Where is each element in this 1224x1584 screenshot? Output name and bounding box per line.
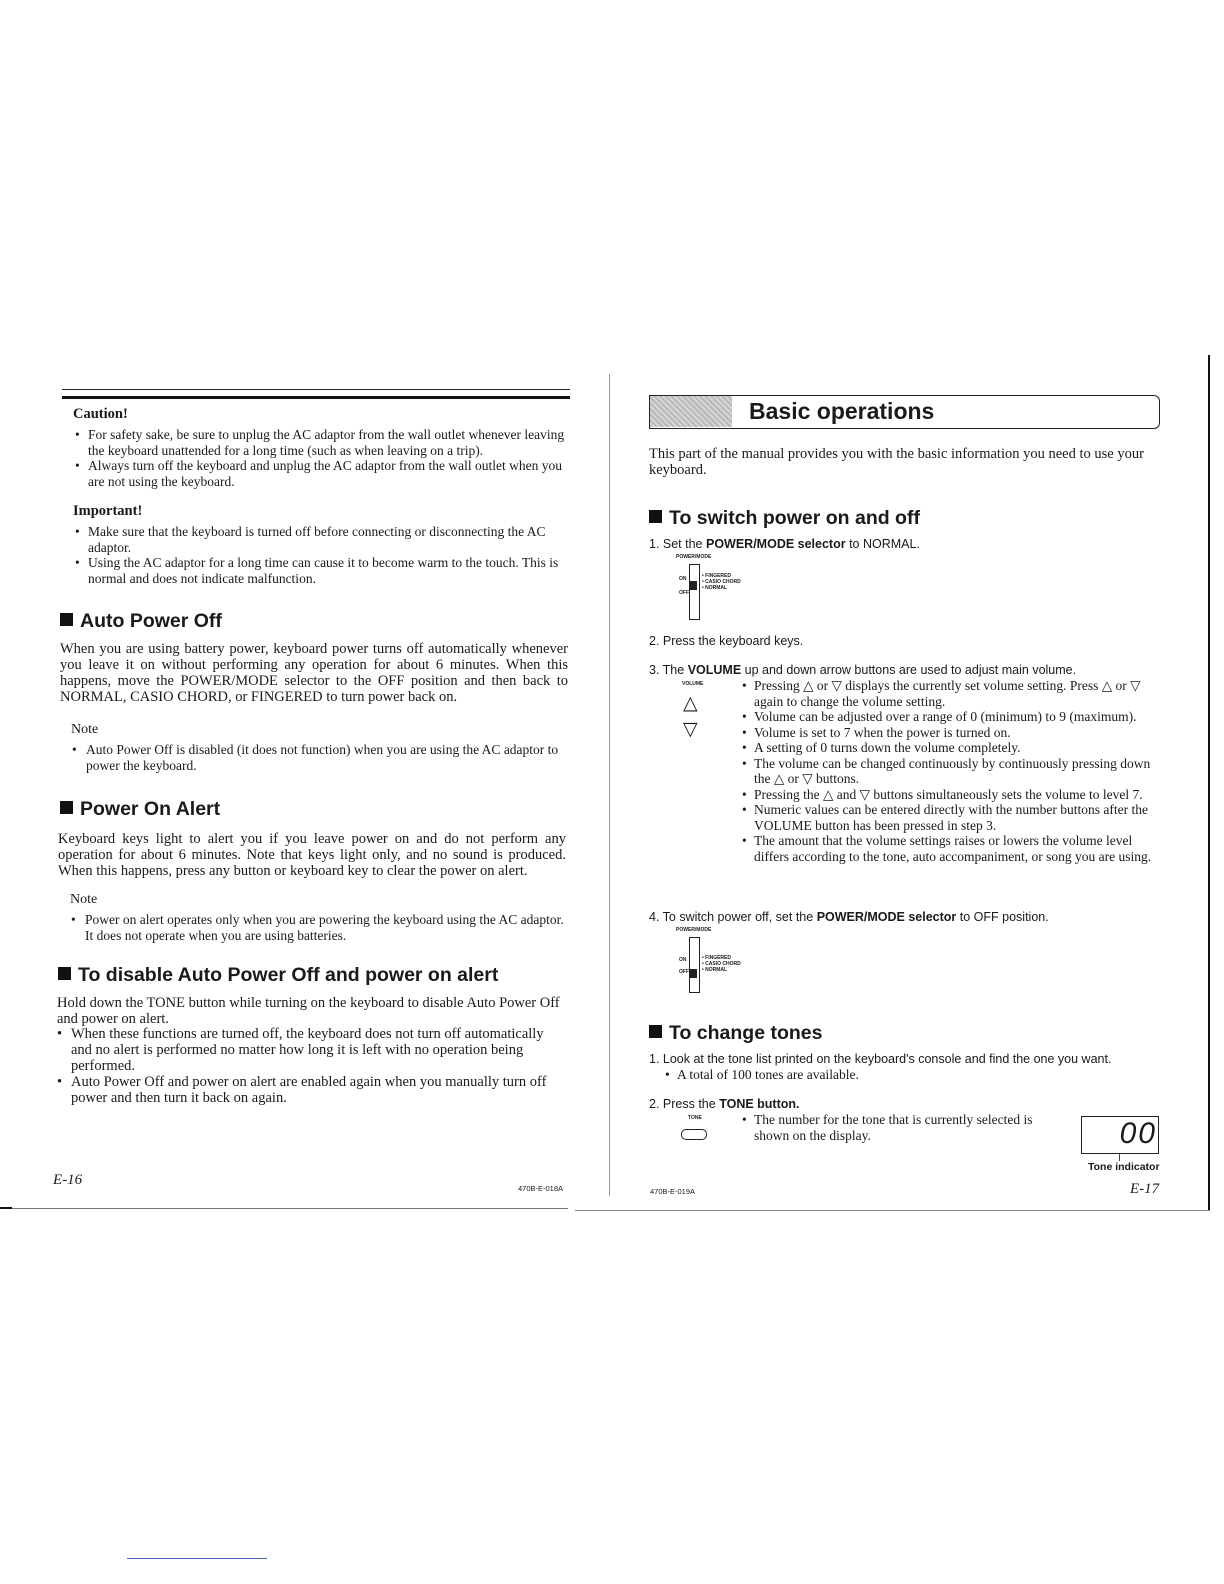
tones-step-2: 2. Press the TONE button. — [649, 1097, 800, 1111]
disable-body: Hold down the TONE button while turning on the keyboard to disable Auto Power Off and power on alert. — [57, 995, 560, 1027]
top-rule-thin — [62, 389, 570, 390]
volume-list — [742, 678, 1160, 864]
note-label: Note — [70, 892, 98, 907]
auto-power-off-body: When you are using battery power, keyboard power turns off automatically whenever you leave it on without performing any operation for about 6 minutes. When this happens, move the POWER/MODE selector to the OFF position and then back to NORMAL, CASIO CHORD, or FINGERED to turn power back on. — [60, 641, 568, 705]
selector-mode: • NORMAL — [702, 585, 728, 591]
volume-item: • Volume can be adjusted over a range of 0 (minimum) to 9 (maximum). — [742, 709, 1160, 725]
volume-up-icon: △ — [683, 693, 698, 714]
selector-off-label: OFF — [679, 969, 689, 975]
square-bullet-icon — [58, 967, 71, 980]
selector-mode: • CASIO CHORD — [702, 961, 741, 967]
section-title: Basic operations — [749, 398, 935, 424]
disable-item: • Auto Power Off and power on alert are enabled again when you manually turn off power and then turn it back on again. — [57, 1074, 547, 1106]
note-list — [71, 742, 568, 773]
caution-item: • Always turn off the keyboard and unplug the AC adaptor from the wall outlet when you are not using the keyboard. — [73, 458, 570, 489]
volume-down-icon: ▽ — [683, 719, 698, 740]
tones-step-1: 1. Look at the tone list printed on the keyboard's console and find the one you want. — [649, 1052, 1112, 1066]
note-item: • Power on alert operates only when you are powering the keyboard using the AC adaptor. It does not operate when you are using batteries. — [70, 912, 567, 943]
volume-item: • Pressing △ or ▽ displays the currently set volume setting. Press △ or ▽ again to change the volume setting. — [742, 678, 1160, 709]
selector-label: POWER/MODE — [676, 554, 712, 560]
bottom-edge-left — [0, 1208, 568, 1209]
tone-button-icon — [681, 1129, 707, 1140]
selector-mode: • FINGERED — [702, 573, 731, 579]
selector-knob — [690, 581, 697, 590]
tone-display-value: 00 — [1119, 1117, 1157, 1150]
page-number: E-16 — [53, 1172, 83, 1188]
volume-item: • Volume is set to 7 when the power is turned on. — [742, 725, 1160, 741]
important-list — [73, 524, 570, 586]
important-item: • Using the AC adaptor for a long time can cause it to become warm to the touch. This is normal and does not indicate malfunction. — [73, 555, 570, 586]
power-step-4: 4. To switch power off, set the POWER/MODE selector to OFF position. — [649, 910, 1049, 924]
caution-list — [73, 427, 570, 489]
tones-heading: To change tones — [649, 1022, 823, 1045]
right-page-edge — [1208, 355, 1210, 1210]
tones-step-1-list — [665, 1067, 1145, 1083]
document-code: 470B-E-018A — [518, 1184, 564, 1193]
disable-item: • When these functions are turned off, the keyboard does not turn off automatically and no alert is performed no matter how long it is left with no operation being performed. — [57, 1026, 544, 1074]
bottom-edge-mark — [0, 1207, 12, 1209]
note-list — [70, 912, 567, 943]
power-step-3: 3. The VOLUME up and down arrow buttons are used to adjust main volume. — [649, 663, 1077, 677]
volume-item: • Numeric values can be entered directly with the number buttons after the VOLUME button has been pressed in step 3. — [742, 802, 1160, 833]
power-on-alert-heading: Power On Alert — [60, 798, 220, 821]
selector-slot — [689, 937, 700, 993]
tones-step-2-list — [742, 1112, 1060, 1143]
note-item: • Auto Power Off is disabled (it does not function) when you are using the AC adaptor to power the keyboard. — [71, 742, 568, 773]
tone-indicator-label: Tone indicator — [1088, 1161, 1160, 1173]
power-mode-selector-diagram — [676, 927, 746, 993]
power-step-1: 1. Set the POWER/MODE selector to NORMAL. — [649, 537, 920, 551]
square-bullet-icon — [649, 1025, 662, 1038]
selector-label: POWER/MODE — [676, 927, 712, 933]
square-bullet-icon — [60, 613, 73, 626]
important-item: • Make sure that the keyboard is turned off before connecting or disconnecting the AC adaptor. — [73, 524, 570, 555]
note-label: Note — [71, 722, 99, 737]
tone-label: TONE — [688, 1115, 702, 1121]
indicator-pointer — [1119, 1153, 1120, 1161]
volume-item: • Pressing the △ and ▽ buttons simultaneously sets the volume to level 7. — [742, 787, 1160, 803]
tones-item: • A total of 100 tones are available. — [665, 1067, 1145, 1083]
power-step-2: 2. Press the keyboard keys. — [649, 634, 804, 648]
selector-mode: • NORMAL — [702, 967, 728, 973]
important-heading: Important! — [73, 503, 143, 519]
intro-text: This part of the manual provides you with the basic information you need to use your keyboard. — [649, 446, 1144, 478]
document-code: 470B-E-019A — [650, 1187, 696, 1196]
selector-on-label: ON — [679, 957, 687, 963]
volume-item: • The amount that the volume settings raises or lowers the volume level differs according to the tone, auto accompaniment, or song you are using. — [742, 833, 1160, 864]
selector-off-label: OFF — [679, 590, 689, 596]
scan-artifact-line — [127, 1558, 267, 1559]
caution-heading: Caution! — [73, 406, 128, 422]
volume-item: • The volume can be changed continuously by continuously pressing down the △ or ▽ buttons. — [742, 756, 1160, 787]
bottom-edge-right — [575, 1210, 1210, 1211]
disable-list — [57, 1026, 565, 1106]
volume-item: • A setting of 0 turns down the volume completely. — [742, 740, 1160, 756]
power-heading: To switch power on and off — [649, 507, 920, 530]
selector-knob — [690, 969, 697, 978]
volume-label: VOLUME — [682, 681, 704, 687]
square-bullet-icon — [649, 510, 662, 523]
top-rule-thick — [62, 396, 570, 399]
section-header-shading — [650, 396, 732, 427]
disable-heading: To disable Auto Power Off and power on alert — [58, 964, 498, 987]
selector-mode: • FINGERED — [702, 955, 731, 961]
page-number: E-17 — [1130, 1181, 1160, 1197]
tones-item: • The number for the tone that is currently selected is shown on the display. — [742, 1112, 1060, 1143]
selector-mode: • CASIO CHORD — [702, 579, 741, 585]
caution-item: • For safety sake, be sure to unplug the AC adaptor from the wall outlet whenever leaving the keyboard unattended for a long time (such as when leaving on a trip). — [73, 427, 570, 458]
page-divider — [609, 374, 610, 1196]
selector-slot — [689, 564, 700, 620]
power-mode-selector-diagram — [676, 554, 746, 620]
power-on-alert-body: Keyboard keys light to alert you if you leave power on and do not perform any operation for about 6 minutes. Note that keys light only, and no sound is produced. When this happens, press any button or keyboard key to clear the power on alert. — [58, 831, 566, 879]
square-bullet-icon — [60, 801, 73, 814]
auto-power-off-heading: Auto Power Off — [60, 610, 222, 633]
selector-on-label: ON — [679, 576, 687, 582]
